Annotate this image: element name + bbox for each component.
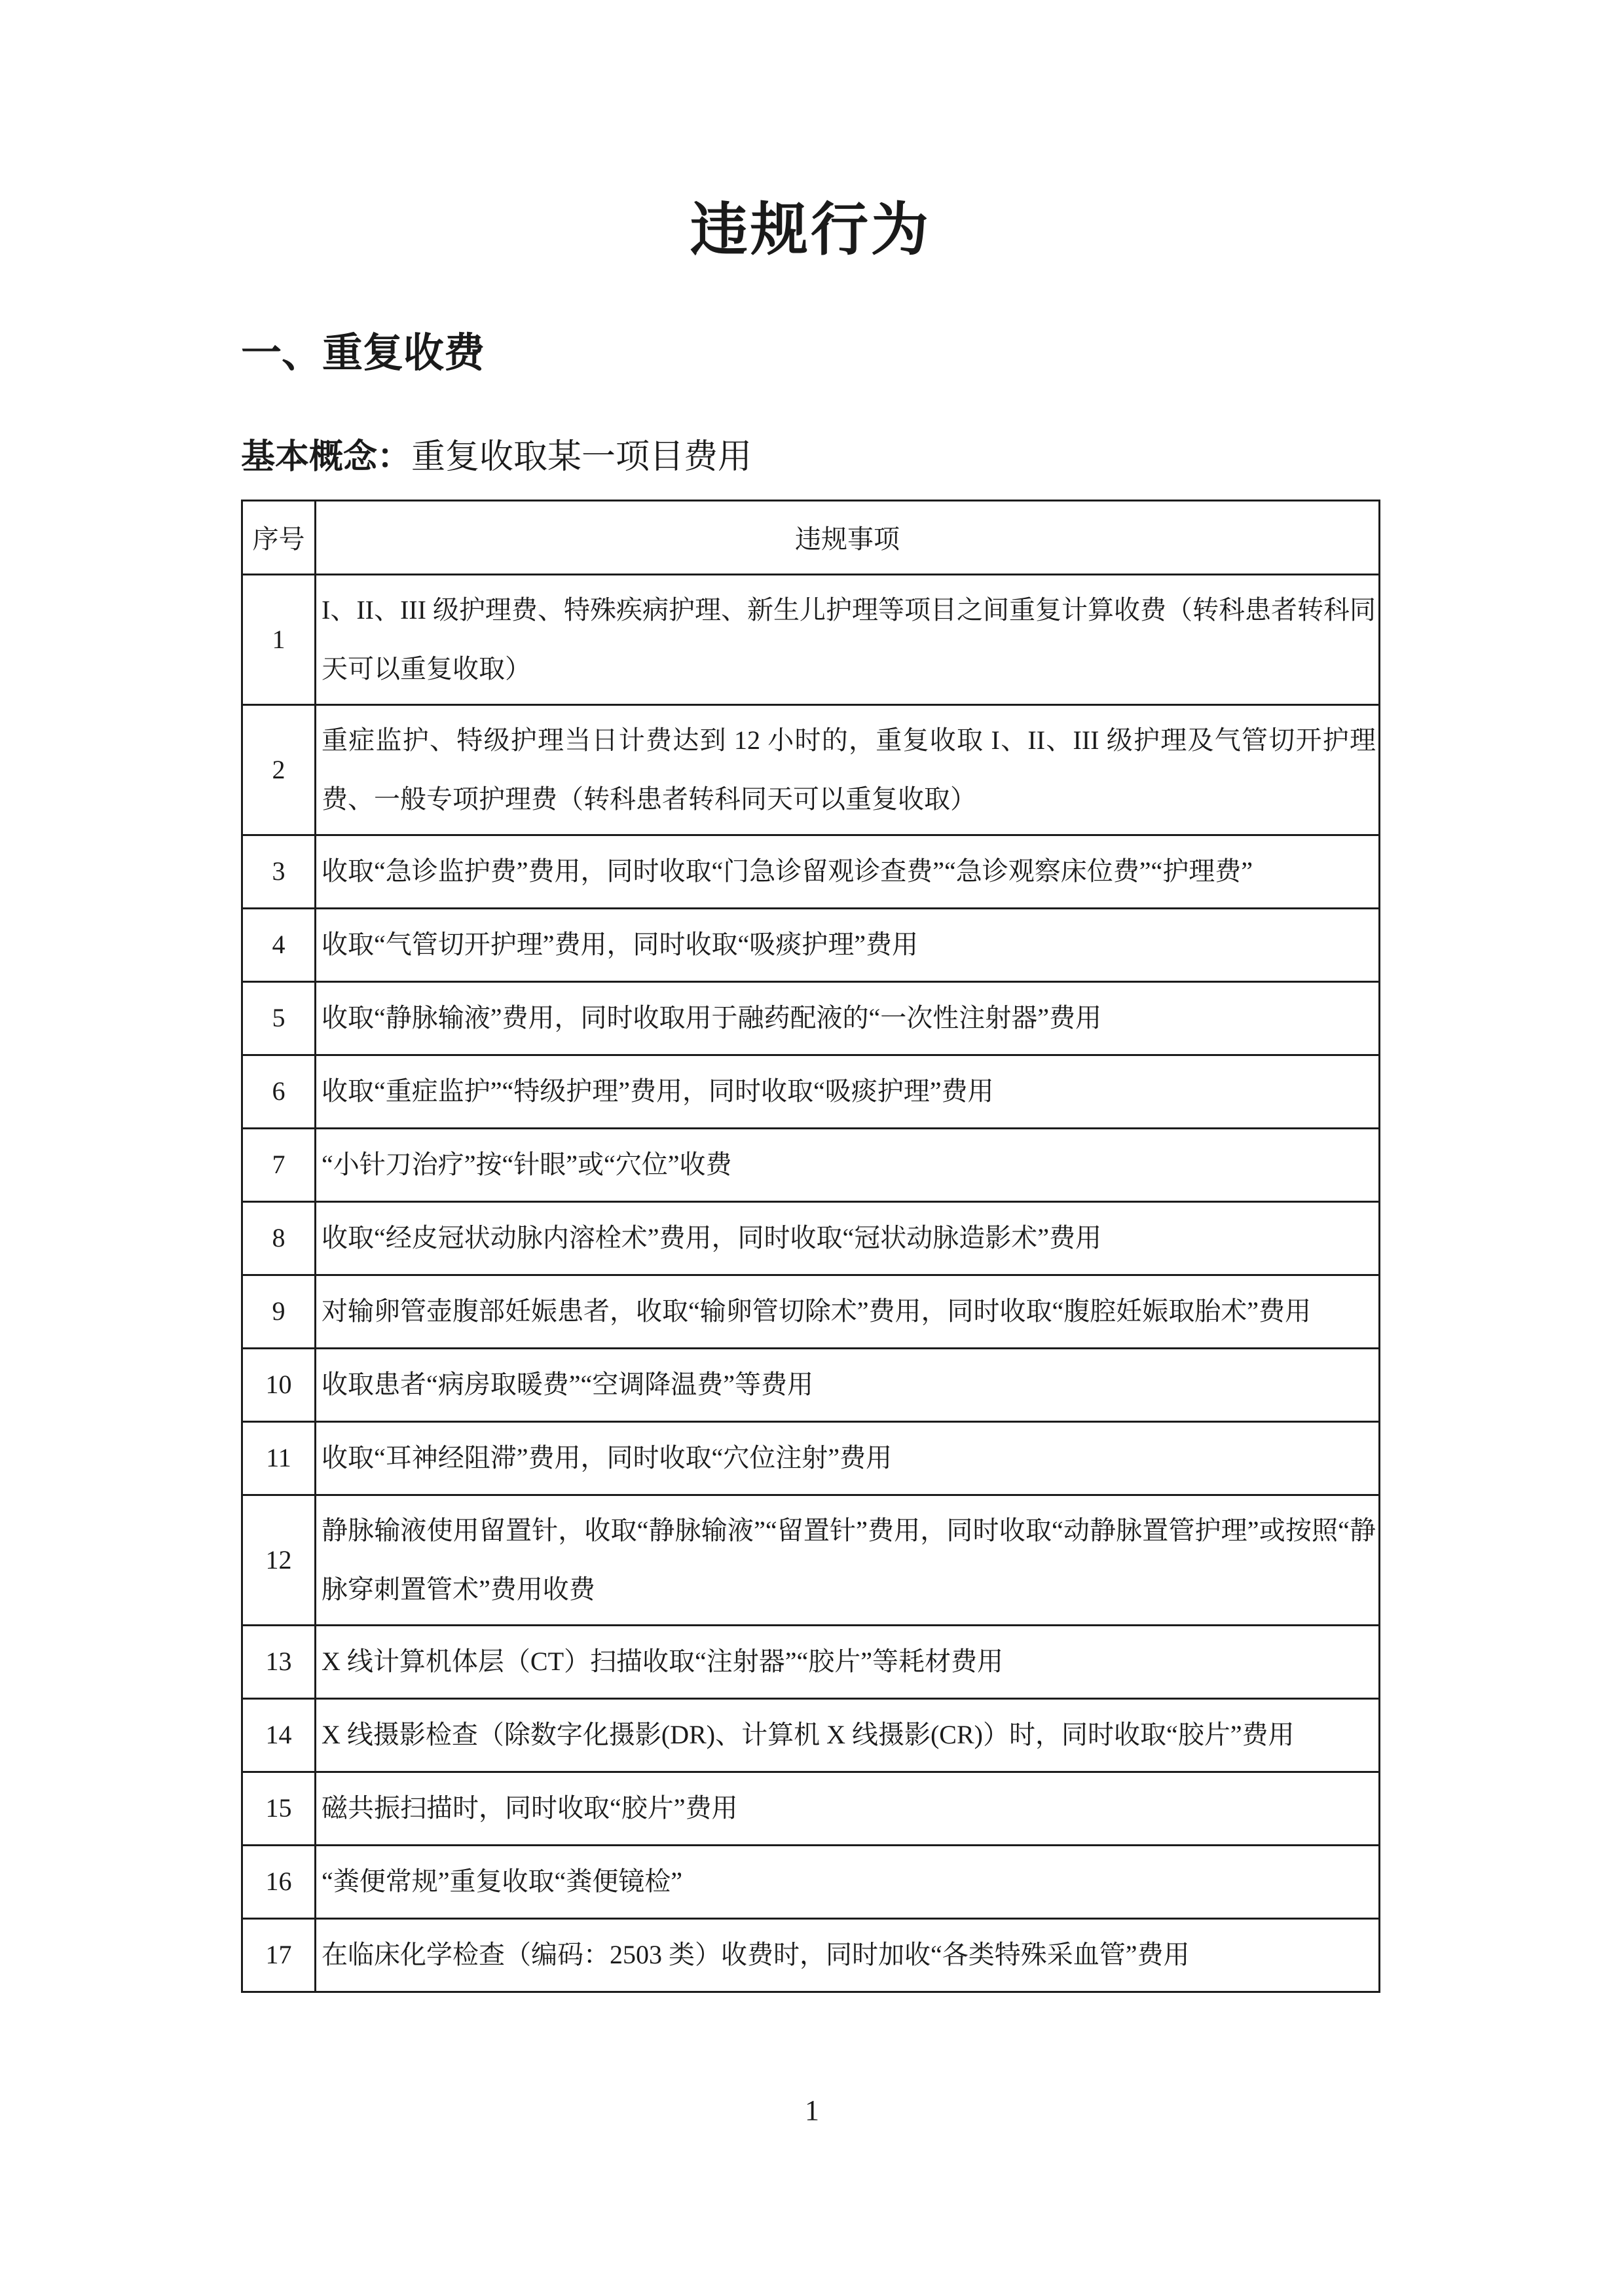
table-row <box>242 1275 1380 1348</box>
concept-line <box>241 436 1380 479</box>
table-row <box>242 574 1380 704</box>
row-number: 17 <box>242 1918 316 1992</box>
row-text: “小针刀治疗”按“针眼”或“穴位”收费 <box>316 1128 1380 1201</box>
column-header-violation: 违规事项 <box>316 500 1380 574</box>
page-number: 1 <box>805 2094 819 2126</box>
row-text: I、II、III 级护理费、特殊疾病护理、新生儿护理等项目之间重复计算收费（转科患者转科同天可以重复收取） <box>316 574 1380 704</box>
row-text: 收取“重症监护”“特级护理”费用，同时收取“吸痰护理”费用 <box>316 1055 1380 1128</box>
row-text: 收取“气管切开护理”费用，同时收取“吸痰护理”费用 <box>316 908 1380 981</box>
row-text: 收取“静脉输液”费用，同时收取用于融药配液的“一次性注射器”费用 <box>316 981 1380 1055</box>
section-heading: 一、重复收费 <box>241 331 485 376</box>
row-text: 重症监护、特级护理当日计费达到 12 小时的，重复收取 I、II、III 级护理及气管切开护理费、一般专项护理费（转科患者转科同天可以重复收取） <box>316 704 1380 835</box>
table-row <box>242 1495 1380 1625</box>
table-row <box>242 835 1380 908</box>
table-row <box>242 1698 1380 1772</box>
table-row <box>242 1055 1380 1128</box>
table-row <box>242 1625 1380 1698</box>
table-row <box>242 1201 1380 1275</box>
concept-text: 重复收取某一项目费用 <box>411 438 752 476</box>
row-text: 收取“经皮冠状动脉内溶栓术”费用，同时收取“冠状动脉造影术”费用 <box>316 1201 1380 1275</box>
row-number: 8 <box>242 1201 316 1275</box>
row-text: 磁共振扫描时，同时收取“胶片”费用 <box>316 1772 1380 1845</box>
row-number: 16 <box>242 1845 316 1918</box>
row-number: 13 <box>242 1625 316 1698</box>
row-number: 15 <box>242 1772 316 1845</box>
row-number: 9 <box>242 1275 316 1348</box>
table-row <box>242 1918 1380 1992</box>
row-text: 静脉输液使用留置针，收取“静脉输液”“留置针”费用，同时收取“动静脉置管护理”或按照“静脉穿刺置管术”费用收费 <box>316 1495 1380 1625</box>
table-row <box>242 1128 1380 1201</box>
row-number: 7 <box>242 1128 316 1201</box>
table-row <box>242 1348 1380 1421</box>
table-row <box>242 1772 1380 1845</box>
row-text: X 线摄影检查（除数字化摄影(DR)、计算机 X 线摄影(CR)）时，同时收取“胶片”费用 <box>316 1698 1380 1772</box>
row-text: 收取“耳神经阻滞”费用，同时收取“穴位注射”费用 <box>316 1421 1380 1495</box>
row-text: X 线计算机体层（CT）扫描收取“注射器”“胶片”等耗材费用 <box>316 1625 1380 1698</box>
document-content <box>241 0 1380 1993</box>
violations-table <box>241 500 1380 1993</box>
column-header-number: 序号 <box>242 500 316 574</box>
row-number: 5 <box>242 981 316 1055</box>
table-row <box>242 1845 1380 1918</box>
row-text: “粪便常规”重复收取“粪便镜检” <box>316 1845 1380 1918</box>
table-header <box>242 500 1380 574</box>
row-number: 11 <box>242 1421 316 1495</box>
row-number: 12 <box>242 1495 316 1625</box>
row-text: 收取患者“病房取暖费”“空调降温费”等费用 <box>316 1348 1380 1421</box>
row-number: 6 <box>242 1055 316 1128</box>
row-text: 收取“急诊监护费”费用，同时收取“门急诊留观诊查费”“急诊观察床位费”“护理费” <box>316 835 1380 908</box>
table-row <box>242 908 1380 981</box>
page-title: 违规行为 <box>690 199 931 263</box>
table-row <box>242 981 1380 1055</box>
table-header-row <box>242 500 1380 574</box>
table-body <box>242 574 1380 1992</box>
row-number: 4 <box>242 908 316 981</box>
row-number: 14 <box>242 1698 316 1772</box>
row-number: 2 <box>242 704 316 835</box>
row-number: 1 <box>242 574 316 704</box>
row-text: 对输卵管壶腹部妊娠患者，收取“输卵管切除术”费用，同时收取“腹腔妊娠取胎术”费用 <box>316 1275 1380 1348</box>
table-row <box>242 704 1380 835</box>
table-row <box>242 1421 1380 1495</box>
row-number: 3 <box>242 835 316 908</box>
row-number: 10 <box>242 1348 316 1421</box>
row-text: 在临床化学检查（编码：2503 类）收费时，同时加收“各类特殊采血管”费用 <box>316 1918 1380 1992</box>
concept-label: 基本概念： <box>241 438 412 476</box>
